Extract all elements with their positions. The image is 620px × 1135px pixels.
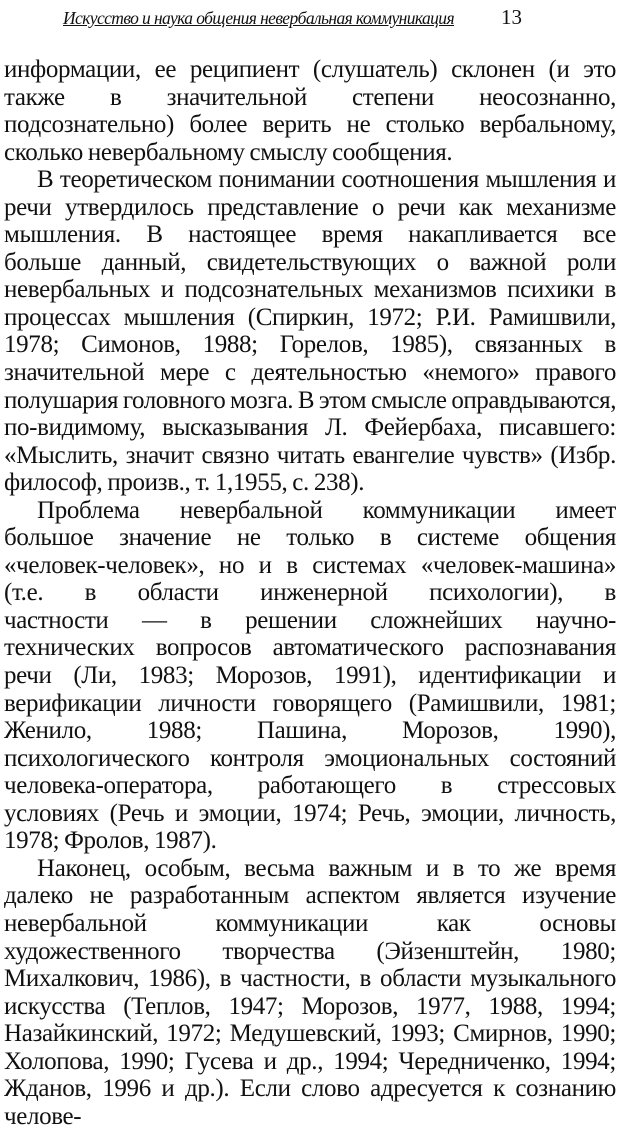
text-line: невербальной коммуникации как основы (4, 909, 616, 937)
text-line: Холопова, 1990; Гусева и др., 1994; Чередниченко, 1994; (4, 1047, 616, 1075)
paragraph (4, 497, 616, 855)
text-line: процессах мышления (Спиркин, 1972; Р.И. Рамишвили, (4, 303, 616, 331)
body-text (4, 56, 616, 1130)
text-line: 1978; Фролов, 1987). (4, 827, 217, 855)
text-line: Проблема невербальной коммуникации имеет (37, 496, 616, 524)
text-line: философ, произв., т. 1,1955, с. 238). (4, 469, 365, 497)
text-line: частности — в решении сложнейших научно- (4, 606, 616, 634)
text-line: Наконец, особым, весьма важным и в то же время (37, 854, 616, 882)
text-line: «Мыслить, значит связно читать евангелие чувств» (Избр. (4, 441, 616, 469)
text-line: речи утвердилось представление о речи как механизме (4, 193, 616, 221)
text-line: невербальных и подсознательных механизмов психики в (4, 276, 616, 304)
text-line: полушария головного мозга. В этом смысле оправдываются, (4, 386, 616, 414)
text-line: психологического контроля эмоциональных состояний (4, 744, 616, 772)
text-line: Михалкович, 1986), в частности, в области музыкального (4, 965, 616, 993)
text-line: «человек-человек», но и в системах «человек-машина» (4, 551, 616, 579)
paragraph (4, 166, 616, 497)
text-line: речи (Ли, 1983; Морозов, 1991), идентификации и (4, 662, 616, 690)
text-line: условиях (Речь и эмоции, 1974; Речь, эмоции, личность, (4, 799, 616, 827)
text-line: технических вопросов автоматического распознавания (4, 634, 616, 662)
page-header (0, 4, 620, 34)
paragraph (4, 56, 616, 166)
running-title: Искусство и наука общения невербальная коммуникация (63, 8, 454, 28)
text-line: искусства (Теплов, 1947; Морозов, 1977, 1988, 1994; (4, 992, 616, 1020)
text-line: (т.е. в области инженерной психологии), в (4, 579, 616, 607)
paragraph (4, 855, 616, 1130)
text-line: Женило, 1988; Пашина, Морозов, 1990), (4, 717, 616, 745)
text-line: Жданов, 1996 и др.). Если слово адресуется к сознанию (4, 1075, 616, 1103)
text-line: человека-оператора, работающего в стрессовых (4, 772, 616, 800)
text-line: Назайкинский, 1972; Медушевский, 1993; Смирнов, 1990; (4, 1020, 616, 1048)
text-line: В теоретическом понимании соотношения мышления и (37, 166, 616, 194)
text-line: по-видимому, высказывания Л. Фейербаха, писавшего: (4, 414, 616, 442)
text-line: значительной мере с деятельностью «немого» правого (4, 359, 616, 387)
text-line: сколько невербальному смыслу сообщения. (4, 138, 453, 166)
text-line: далеко не разработанным аспектом является изучение (4, 882, 616, 910)
text-line: мышления. В настоящее время накапливается все (4, 221, 616, 249)
text-line: большое значение не только в системе общения (4, 524, 616, 552)
text-line: больше данный, свидетельствующих о важной роли (4, 248, 616, 276)
text-line: челове- (4, 1102, 82, 1130)
text-line: верификации личности говорящего (Рамишвили, 1981; (4, 689, 616, 717)
text-line: также в значительной степени неосознанно, (4, 83, 616, 111)
text-line: художественного творчества (Эйзенштейн, 1980; (4, 937, 616, 965)
text-line: 1978; Симонов, 1988; Горелов, 1985), связанных в (4, 331, 616, 359)
page-number: 13 (501, 5, 522, 29)
text-line: подсознательно) более верить не столько вербальному, (4, 111, 616, 139)
text-line: информации, ее реципиент (слушатель) склонен (и это (4, 56, 616, 83)
